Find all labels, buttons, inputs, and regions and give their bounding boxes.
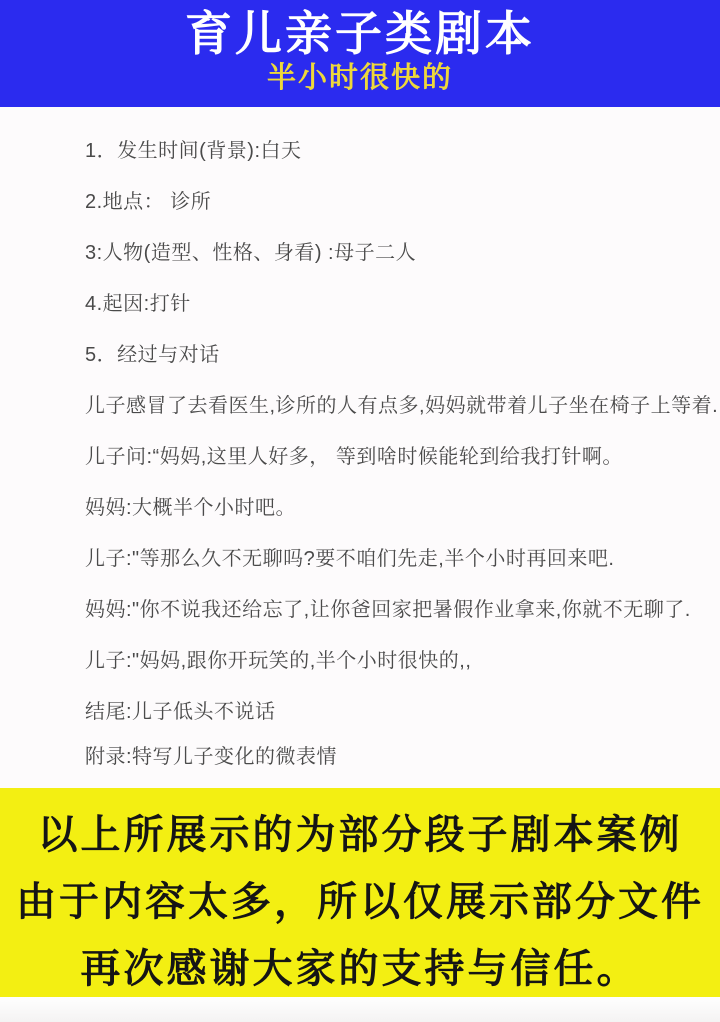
footer-line-3: 再次感谢大家的支持与信任。 — [80, 947, 640, 991]
script-line-time: 1．发生时间(背景):白天 — [85, 140, 302, 162]
script-line-narration: 儿子感冒了去看医生,诊所的人有点多,妈妈就带着儿子坐在椅子上等着. — [85, 395, 719, 417]
script-line-appendix: 附录:特写儿子变化的微表情 — [85, 746, 338, 768]
script-line-dialog-5: 儿子:"妈妈,跟你开玩笑的,半个小时很快的,, — [85, 650, 472, 672]
script-body — [0, 107, 720, 788]
script-line-characters: 3:人物(造型、性格、身看) :母子二人 — [85, 242, 417, 264]
footer-line-2: 由于内容太多，所以仅展示部分文件 — [16, 880, 704, 924]
script-line-dialog-1: 儿子问:“妈妈,这里人好多， 等到啥时候能轮到给我打针啊。 — [85, 446, 623, 468]
page-subtitle: 半小时很快的 — [266, 62, 453, 94]
header-banner — [0, 0, 720, 107]
footer-line-1: 以上所展示的为部分段子剧本案例 — [37, 813, 683, 857]
footer-banner — [0, 788, 720, 997]
script-line-place: 2.地点： 诊所 — [85, 191, 212, 213]
bottom-margin — [0, 997, 720, 1022]
script-line-dialog-3: 儿子:"等那么久不无聊吗?要不咱们先走,半个小时再回来吧. — [85, 548, 615, 570]
script-line-ending: 结尾:儿子低头不说话 — [85, 701, 276, 723]
script-line-process-heading: 5．经过与对话 — [85, 344, 220, 366]
script-line-dialog-4: 妈妈:"你不说我还给忘了,让你爸回家把暑假作业拿来,你就不无聊了. — [85, 599, 691, 621]
script-line-dialog-2: 妈妈:大概半个小时吧。 — [85, 497, 297, 519]
script-line-cause: 4.起因:打针 — [85, 293, 191, 315]
page-title: 育儿亲子类剧本 — [185, 7, 535, 60]
